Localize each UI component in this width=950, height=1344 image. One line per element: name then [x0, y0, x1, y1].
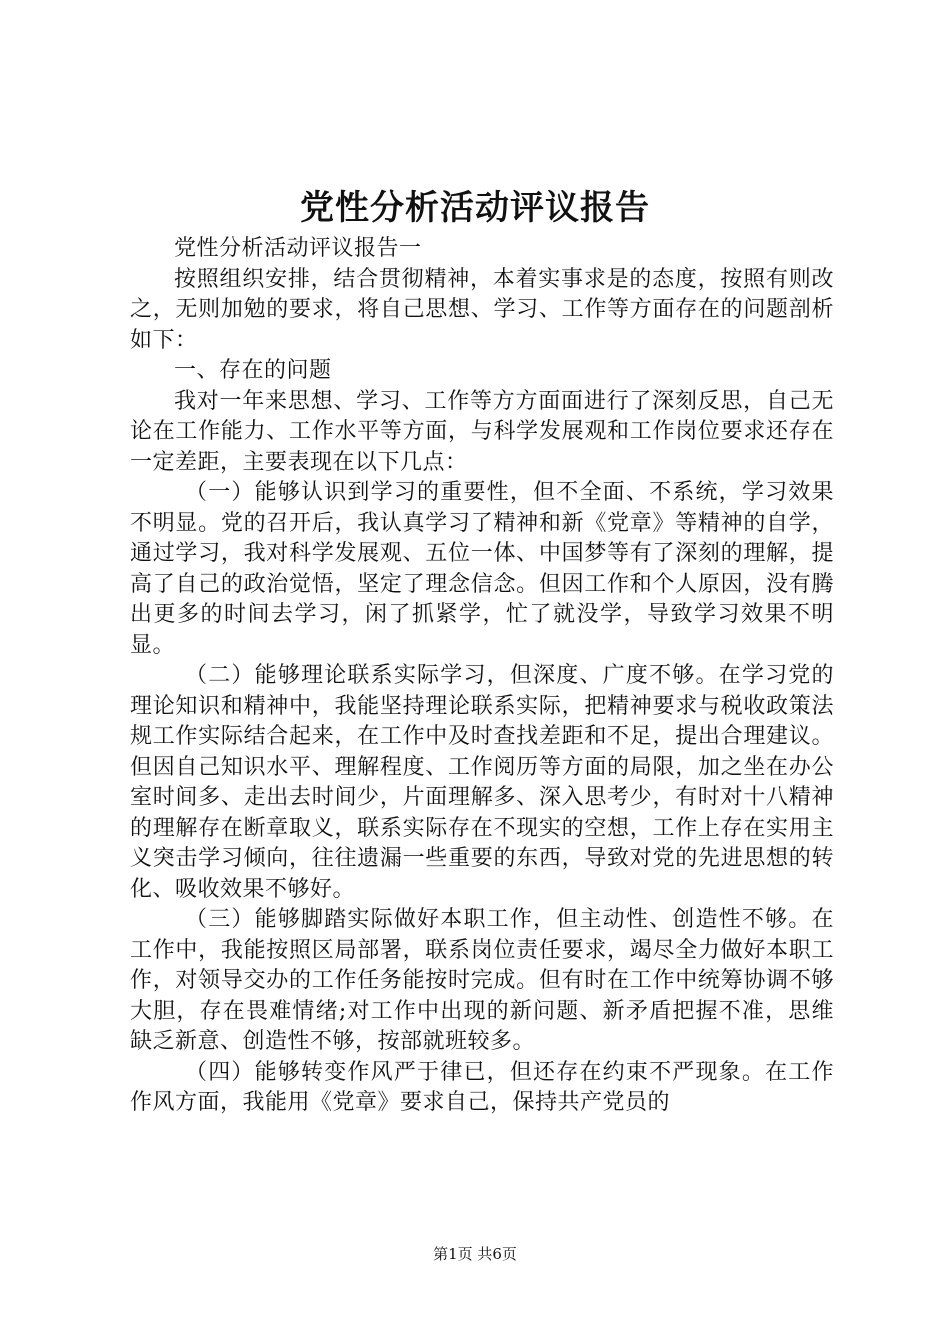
document-body — [130, 234, 834, 1119]
page-number: 第1页 共6页 — [433, 1245, 517, 1263]
document-title: 党性分析活动评议报告 — [300, 188, 650, 228]
paragraph-subtitle: 党性分析活动评议报告一 — [174, 236, 422, 261]
paragraph-point-1: （一）能够认识到学习的重要性，但不全面、不系统，学习效果不明显。党的召开后，我认真学习了精神和新《党章》等精神的自学，通过学习，我对科学发展观、五位一体、中国梦等有了深刻的理解，提高了自己的政治觉悟，坚定了理念信念。但因工作和个人原因，没有腾出更多的时间去学习，闲了抓紧学，忙了就没学，导致学习效果不明显。 — [130, 480, 834, 658]
paragraph-point-4: （四）能够转变作风严于律已，但还存在约束不严现象。在工作作风方面，我能用《党章》要求自己，保持共产党员的 — [130, 1059, 834, 1115]
paragraph-intro: 按照组织安排，结合贯彻精神，本着实事求是的态度，按照有则改之，无则加勉的要求，将自己思想、学习、工作等方面存在的问题剖析如下： — [130, 266, 834, 353]
section-heading-problems: 一、存在的问题 — [174, 358, 332, 383]
paragraph-point-2: （二）能够理论联系实际学习，但深度、广度不够。在学习党的理论知识和精神中，我能坚持理论联系实际，把精神要求与税收政策法规工作实际结合起来，在工作中及时查找差距和不足，提出合理建议。但因自己知识水平、理解程度、工作阅历等方面的局限，加之坐在办公室时间多、走出去时间少，片面理解多、深入思考少，有时对十八精神的理解存在断章取义，联系实际存在不现实的空想，工作上存在实用主义突击学习倾向，往往遗漏一些重要的东西，导致对党的先进思想的转化、吸收效果不够好。 — [130, 663, 834, 902]
paragraph-point-3: （三）能够脚踏实际做好本职工作，但主动性、创造性不够。在工作中，我能按照区局部署，联系岗位责任要求，竭尽全力做好本职工作，对领导交办的工作任务能按时完成。但有时在工作中统筹协调不够大胆，存在畏难情绪;对工作中出现的新问题、新矛盾把握不准，思维缺乏新意、创造性不够，按部就班较多。 — [130, 907, 834, 1054]
paragraph-reflection: 我对一年来思想、学习、工作等方方面面进行了深刻反思，自己无论在工作能力、工作水平等方面，与科学发展观和工作岗位要求还存在一定差距，主要表现在以下几点： — [130, 388, 834, 475]
